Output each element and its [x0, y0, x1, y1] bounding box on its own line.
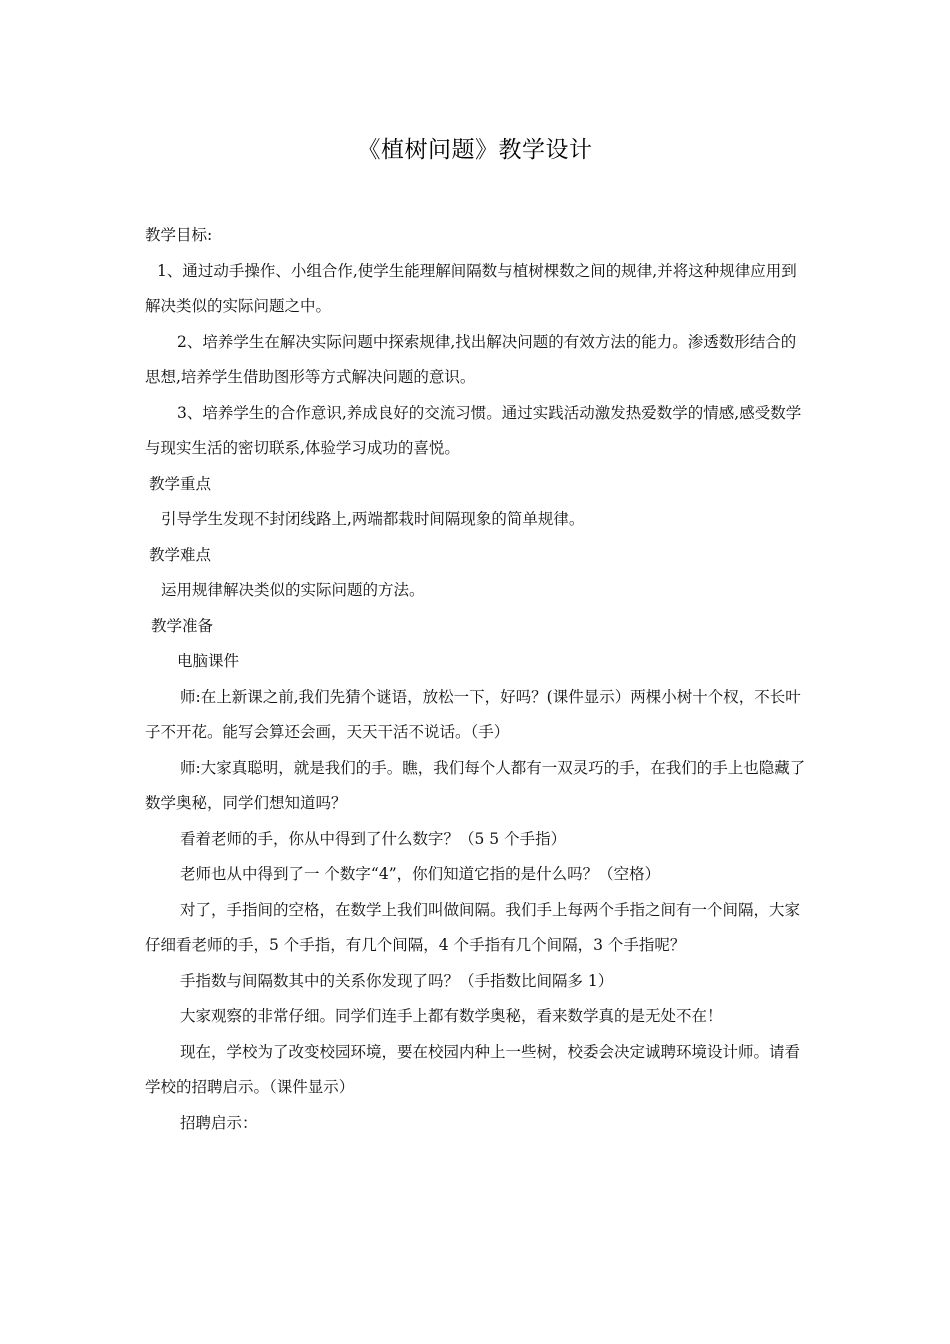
process-paragraph: 对了，手指间的空格，在数学上我们叫做间隔。我们手上每两个手指之间有一个间隔，大家仔细看老师的手，5 个手指，有几个间隔，4 个手指有几个间隔，3 个手指呢？ [145, 900, 801, 954]
goal-2-paragraph: 2、培养学生在解决实际问题中探索规律,找出解决问题的有效方法的能力。渗透数形结合的思想,培养学生借助图形等方式解决问题的意识。 [145, 332, 797, 386]
process-paragraph: 师:在上新课之前,我们先猜个谜语，放松一下，好吗？(课件显示）两棵小树十个杈，不长叶子不开花。能写会算还会画，天天干活不说话。（手） [145, 687, 801, 741]
process-paragraph: 大家观察的非常仔细。同学们连手上都有数学奥秘，看来数学真的是无处不在！ [180, 1007, 723, 1025]
process-paragraph: 看着老师的手，你从中得到了什么数字？（5 5 个手指） [180, 829, 567, 848]
key-point-text: 引导学生发现不封闭线路上,两端都栽时间隔现象的简单规律。 [161, 510, 585, 528]
preparation-heading: 教学准备 [151, 616, 214, 635]
process-paragraph: 老师也从中得到了一 个数字“4”，你们知道它指的是什么吗？（空格） [180, 865, 661, 883]
process-paragraph: 现在，学校为了改变校园环境，要在校园内种上一些树，校委会决定诚聘环境设计师。请看学校的招聘启示。（课件显示） [145, 1042, 801, 1096]
goal-1-paragraph: 1、通过动手操作、小组合作,使学生能理解间隔数与植树棵数之间的规律,并将这种规律应用到解决类似的实际问题之中。 [145, 261, 797, 315]
goal-3-paragraph: 3、培养学生的合作意识,养成良好的交流习惯。通过实践活动激发热爱数学的情感,感受数学与现实生活的密切联系,体验学习成功的喜悦。 [145, 403, 802, 457]
difficulty-text: 运用规律解决类似的实际问题的方法。 [161, 581, 425, 599]
process-paragraph: 手指数与间隔数其中的关系你发现了吗？（手指数比间隔多 1） [180, 971, 614, 990]
process-paragraph: 师:大家真聪明，就是我们的手。瞧，我们每个人都有一双灵巧的手，在我们的手上也隐藏了数学奥秘，同学们想知道吗？ [145, 758, 806, 812]
difficulty-heading: 教学难点 [149, 545, 212, 564]
document-title: 《植树问题》教学设计 [357, 137, 593, 163]
key-point-heading: 教学重点 [149, 474, 212, 493]
goals-heading: 教学目标: [145, 226, 213, 244]
process-paragraph: 招聘启示： [180, 1113, 258, 1132]
preparation-text: 电脑课件 [177, 652, 240, 670]
document-body [145, 218, 810, 1141]
